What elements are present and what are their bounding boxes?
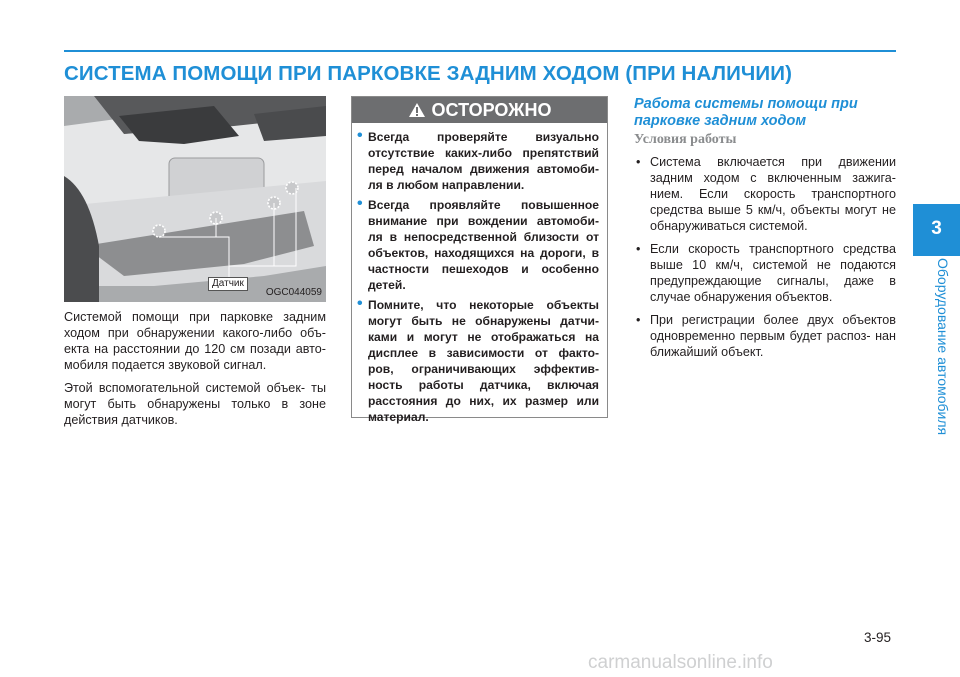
car-rear-drawing [64, 96, 326, 302]
page-number: 3-95 [864, 630, 892, 645]
condition-item: • Если скорость транспортного средства выше 10 км/ч, системой не подаются предупреждающие сигналы, даже в случае обнаружения объектов. [634, 241, 896, 305]
chapter-label: Оборудование автомобиля [935, 258, 951, 436]
subsection-title: Условия работы [634, 132, 737, 147]
warning-box [351, 96, 608, 424]
header-rule [64, 50, 896, 52]
warning-item: • Помните, что некоторые объекты могут быть не обнаружены датчи- ками и могут не отображаться на дисплее в зависимости от факто- ров, ограничивающих эффектив- ность работы датчика, включая расстояния до них, их размер или материал. [368, 297, 599, 425]
warning-triangle-icon [408, 102, 426, 118]
intro-paragraph-1: Системой помощи при парковке задним ходом при обнаружении какого-либо объ- екта на расстоянии до 120 см позади авто- мобиля подается звуковой сигнал. [64, 310, 326, 372]
chapter-number-tab[interactable]: 3 [913, 204, 960, 254]
warning-title: ОСТОРОЖНО [431, 99, 552, 120]
condition-item: • При регистрации более двух объектов одновременно первым будет распоз- нан ближайший объект. [634, 312, 896, 360]
warning-list [352, 123, 607, 425]
watermark-link[interactable]: carmanualsonline.info [588, 652, 773, 673]
page-title: СИСТЕМА ПОМОЩИ ПРИ ПАРКОВКЕ ЗАДНИМ ХОДОМ (ПРИ НАЛИЧИИ) [64, 62, 793, 85]
figure-code: OGC044059 [265, 287, 322, 298]
warning-item: • Всегда проверяйте визуально отсутствие каких-либо препятствий перед началом движения автомоби- ля в любом направлении. [368, 129, 599, 193]
warning-header [352, 97, 607, 123]
sensor-callout-label: Датчик [208, 277, 248, 291]
warning-item: • Всегда проявляйте повышенное внимание при вождении автомоби- ля в непосредственной близости от объектов, находящихся на дороги, в частности пешеходов и особенно детей. [368, 197, 599, 293]
section-title: Работа системы помощи при парковке задним ходом [634, 96, 858, 129]
rear-bumper-illustration [64, 96, 326, 302]
intro-paragraph-2: Этой вспомогательной системой объек- ты могут быть обнаружены только в зоне действия датчиков. [64, 381, 326, 427]
side-rule [913, 254, 960, 256]
intro-text [64, 309, 326, 435]
conditions-list [634, 154, 896, 367]
condition-item: • Система включается при движении задним ходом с включенным зажига- нием. Если скорость транспортного средства выше 5 км/ч, объекты могут не обнаруживаться системой. [634, 154, 896, 234]
